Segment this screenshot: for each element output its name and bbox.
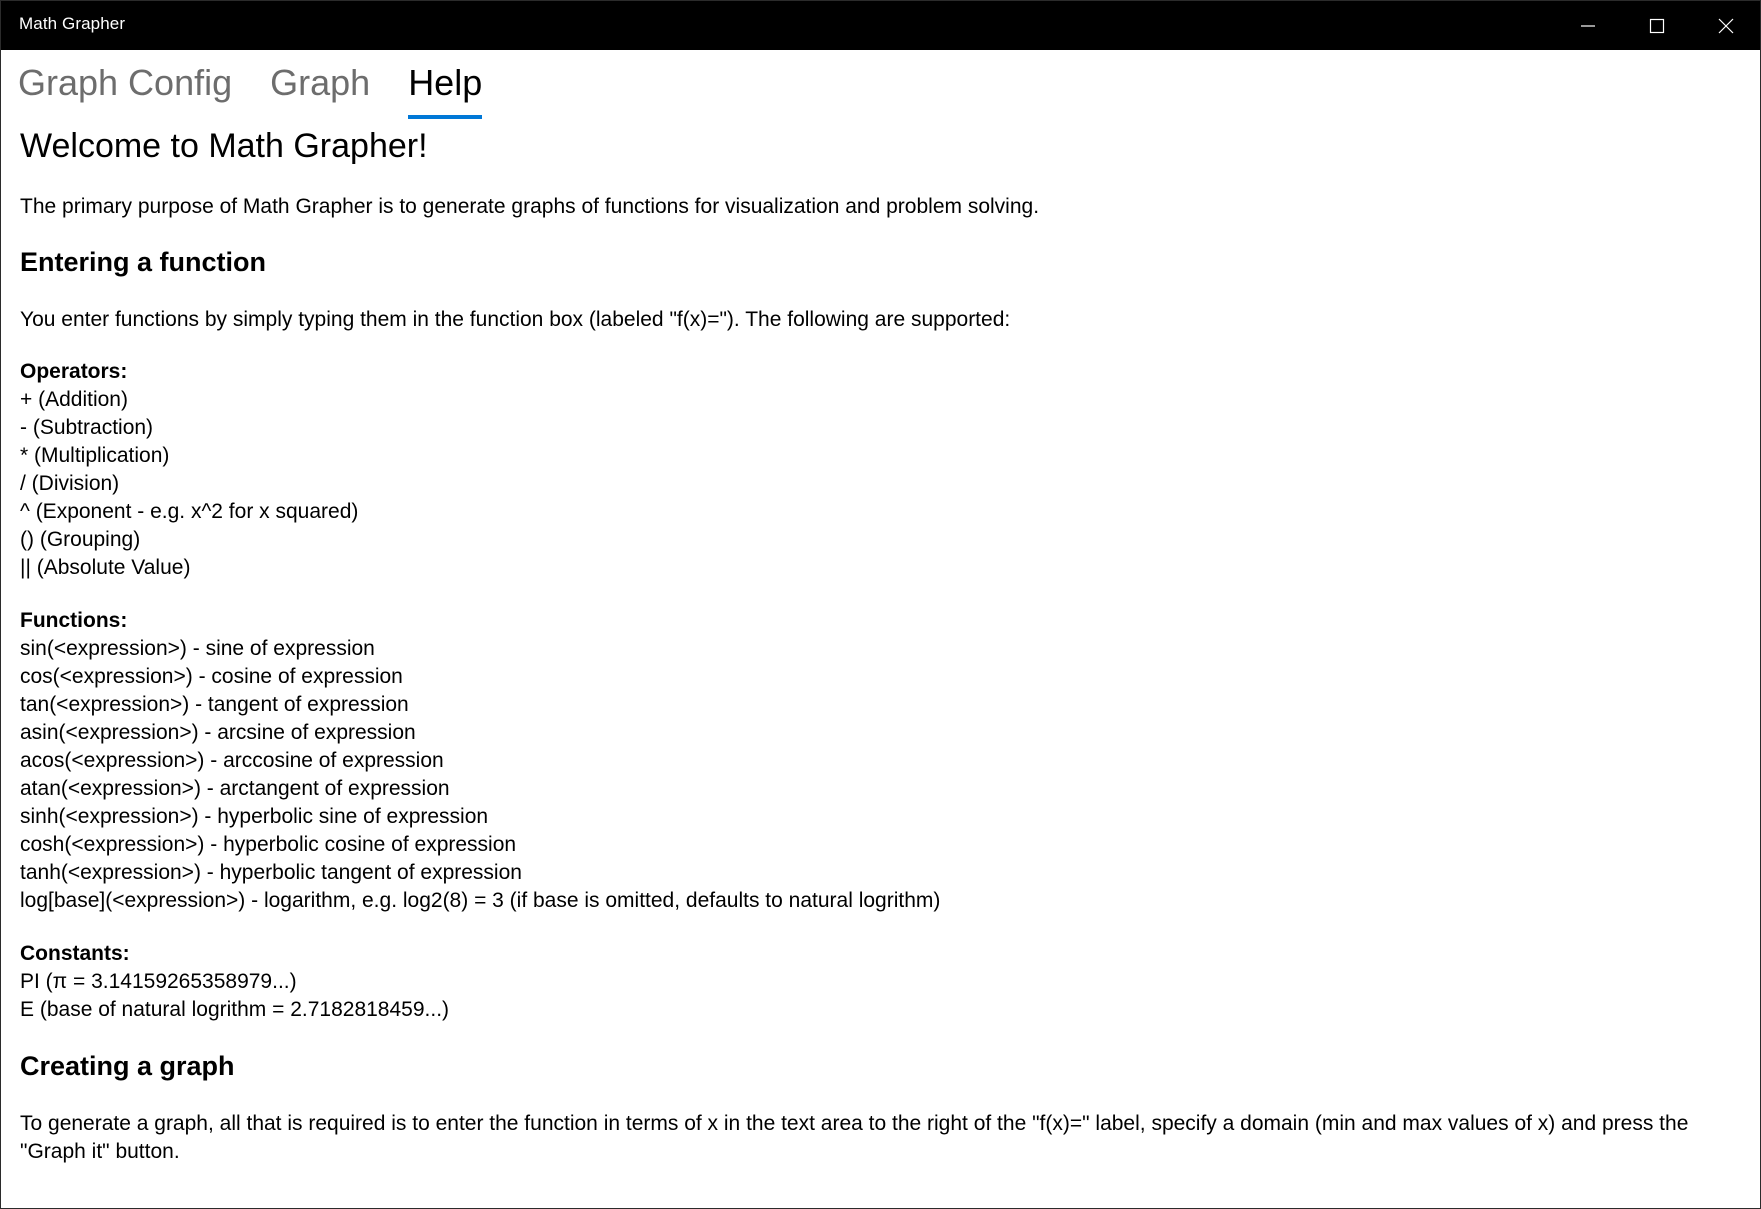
list-item: E (base of natural logrithm = 2.7182818459...) xyxy=(20,998,450,1021)
list-item: tanh(<expression>) - hyperbolic tangent of expression xyxy=(20,861,522,884)
close-icon xyxy=(1718,18,1734,34)
creating-heading: Creating a graph xyxy=(20,1051,235,1081)
constants-label: Constants: xyxy=(20,942,130,965)
list-item: + (Addition) xyxy=(20,388,128,411)
list-item: tan(<expression>) - tangent of expression xyxy=(20,693,409,716)
operators-label: Operators: xyxy=(20,360,128,383)
tab-graph[interactable]: Graph xyxy=(270,62,371,103)
title-bar[interactable] xyxy=(1,1,1760,50)
list-item: () (Grouping) xyxy=(20,528,141,551)
list-item: cos(<expression>) - cosine of expression xyxy=(20,665,403,688)
close-button[interactable] xyxy=(1691,1,1760,50)
list-item: / (Division) xyxy=(20,472,120,495)
list-item: sin(<expression>) - sine of expression xyxy=(20,637,375,660)
entering-heading: Entering a function xyxy=(20,247,266,277)
minimize-icon xyxy=(1580,18,1596,34)
constants-section xyxy=(20,940,1740,1024)
window-title: Math Grapher xyxy=(19,14,126,33)
tab-help[interactable]: Help xyxy=(408,63,482,119)
list-item: atan(<expression>) - arctangent of expression xyxy=(20,777,450,800)
list-item: acos(<expression>) - arccosine of expression xyxy=(20,749,444,772)
tab-graph-config[interactable]: Graph Config xyxy=(18,62,233,103)
page-title: Welcome to Math Grapher! xyxy=(20,127,428,165)
functions-section xyxy=(20,607,1740,915)
intro-text: The primary purpose of Math Grapher is to generate graphs of functions for visualization and problem solving. xyxy=(20,195,1040,218)
minimize-button[interactable] xyxy=(1553,1,1622,50)
list-item: cosh(<expression>) - hyperbolic cosine of expression xyxy=(20,833,517,856)
operators-section xyxy=(20,358,1740,582)
maximize-button[interactable] xyxy=(1622,1,1691,50)
maximize-icon xyxy=(1649,18,1665,34)
list-item: asin(<expression>) - arcsine of expression xyxy=(20,721,416,744)
list-item: || (Absolute Value) xyxy=(20,556,191,579)
tab-bar xyxy=(18,63,520,119)
list-item: PI (π = 3.14159265358979...) xyxy=(20,970,297,993)
entering-text: You enter functions by simply typing them in the function box (labeled "f(x)="). The following are supported: xyxy=(20,308,1011,331)
help-content xyxy=(20,125,1740,1190)
list-item: * (Multiplication) xyxy=(20,444,170,467)
functions-label: Functions: xyxy=(20,609,128,632)
list-item: sinh(<expression>) - hyperbolic sine of expression xyxy=(20,805,489,828)
list-item: ^ (Exponent - e.g. x^2 for x squared) xyxy=(20,500,359,523)
list-item: - (Subtraction) xyxy=(20,416,154,439)
creating-text: To generate a graph, all that is required is to enter the function in terms of x in the text area to the right of the "f(x)=" label, specify a domain (min and max values of x) and press the "Graph it" button. xyxy=(20,1112,1689,1163)
list-item: log[base](<expression>) - logarithm, e.g. log2(8) = 3 (if base is omitted, defaults to natural logrithm) xyxy=(20,889,941,912)
